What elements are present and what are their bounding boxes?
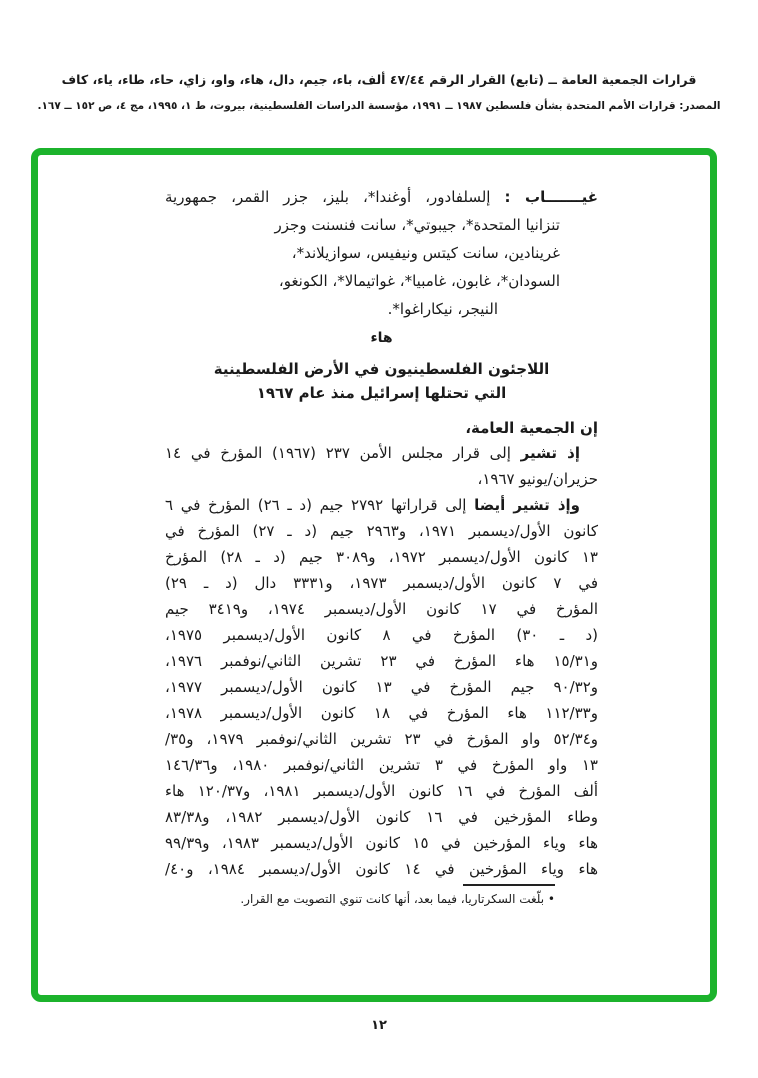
resolution-content xyxy=(165,183,598,882)
paragraph-line: كانون الأول/ديسمبر ١٩٧١، و٢٩٦٣ جيم (د ـ ٢٧) المؤرخ في xyxy=(165,522,599,540)
paragraph-line-text: إلى قراراتها ٢٧٩٢ جيم (د ـ ٢٦) المؤرخ في ٦ xyxy=(165,496,475,514)
absent-line-text: إلسلفادور، أوغندا*، بليز، جزر القمر، جمهورية xyxy=(165,188,505,206)
page-number: ١٢ xyxy=(371,1018,387,1033)
absent-block xyxy=(165,183,598,323)
resolution-title-line1: اللاجئون الفلسطينيون في الأرض الفلسطينية xyxy=(213,360,550,378)
paragraph-line: ١٣ واو المؤرخ في ٣ تشرين الثاني/نوفمبر ١٩٨٠، و١٤٦/٣٦ xyxy=(165,756,598,774)
paragraph-line xyxy=(165,492,598,518)
footnote-text: • بلّغت السكرتاريا، فيما بعد، أنها كانت تنوي التصويت مع القرار. xyxy=(240,892,555,906)
footnote-block xyxy=(165,884,555,908)
paragraph-line: و٩٠/٣٢ جيم المؤرخ في ١٣ كانون الأول/ديسمبر ١٩٧٧، xyxy=(165,678,598,696)
paragraph-line: (د ـ ٣٠) المؤرخ في ٨ كانون الأول/ديسمبر ١٩٧٥، xyxy=(165,626,598,644)
paragraph-line: ألف المؤرخ في ١٦ كانون الأول/ديسمبر ١٩٨١، و١٢٠/٣٧ هاء xyxy=(165,782,598,800)
paragraph-line: ١٣ كانون الأول/ديسمبر ١٩٧٢، و٣٠٨٩ جيم (د ـ ٢٨) المؤرخ xyxy=(165,548,598,566)
source-citation-line: المصدر: قرارات الأمم المتحدة بشأن فلسطين ١٩٨٧ ــ ١٩٩١، مؤسسة الدراسات الفلسطينية، بيروت، ط ١، ١٩٩٥، مج ٤، ص ١٥٢ ــ ١٦٧. xyxy=(37,100,721,112)
resolution-title-line2: التي تحتلها إسرائيل منذ عام ١٩٦٧ xyxy=(256,384,507,402)
absent-line xyxy=(165,183,598,211)
absent-line: السودان*، غابون، غامبيا*، غواتيمالا*، الكونغو، xyxy=(278,272,560,290)
paragraph-line: هاء وياء المؤرخين في ١٥ كانون الأول/ديسمبر ١٩٨٣، و٩٩/٣٩ xyxy=(165,834,598,852)
absent-label: غيـــــــاب : xyxy=(504,188,598,206)
paragraph-lead-words: إذ تشير xyxy=(520,444,580,462)
paragraph-line: و١١٢/٣٣ هاء المؤرخ في ١٨ كانون الأول/ديسمبر ١٩٧٨، xyxy=(165,704,598,722)
paragraph-line: و٥٢/٣٤ واو المؤرخ في ٢٣ تشرين الثاني/نوفمبر ١٩٧٩، و٣٥/ xyxy=(165,730,598,748)
preambular-paragraph-2 xyxy=(165,492,598,882)
paragraph-lead-words: وإذ تشير أيضا xyxy=(474,496,581,514)
paragraph-line: حزيران/يونيو ١٩٦٧، xyxy=(477,470,598,488)
paragraph-line: و١٥/٣١ هاء المؤرخ في ٢٣ تشرين الثاني/نوفمبر ١٩٧٦، xyxy=(165,652,598,670)
paragraph-line-text: إلى قرار مجلس الأمن ٢٣٧ (١٩٦٧) المؤرخ في ١٤ xyxy=(165,444,521,462)
footnote-divider-rule xyxy=(463,884,555,886)
absent-line: النيجر، نيكاراغوا*. xyxy=(387,300,498,318)
absent-line: تنزانيا المتحدة*، جيبوتي*، سانت فنسنت وجزر xyxy=(274,216,560,234)
paragraph-line: هاء وياء المؤرخين في ١٤ كانون الأول/ديسمبر ١٩٨٤، و٤٠/ xyxy=(165,860,598,878)
paragraph-line: في ٧ كانون الأول/ديسمبر ١٩٧٣، و٣٣٣١ دال (د ـ ٢٩) xyxy=(165,574,599,592)
absent-line: غرينادين، سانت كيتس ونيفيس، سوازيلاند*، xyxy=(291,244,560,262)
paragraph-line xyxy=(165,440,598,466)
opening-clause: إن الجمعية العامة، xyxy=(465,419,598,437)
section-letter-heading: هاء xyxy=(370,330,393,346)
paragraph-line: المؤرخ في ١٧ كانون الأول/ديسمبر ١٩٧٤، و٣٤١٩ جيم xyxy=(165,600,598,618)
paragraph-line: وطاء المؤرخين في ١٦ كانون الأول/ديسمبر ١٩٨٢، و٨٣/٣٨ xyxy=(165,808,599,826)
preambular-paragraph-1 xyxy=(165,440,598,492)
page-header-title: قرارات الجمعية العامة ــ (تابع) القرار الرقم ٤٧/٤٤ ألف، باء، جيم، دال، هاء، واو، زاي، حاء، طاء، ياء، كاف xyxy=(61,72,697,87)
